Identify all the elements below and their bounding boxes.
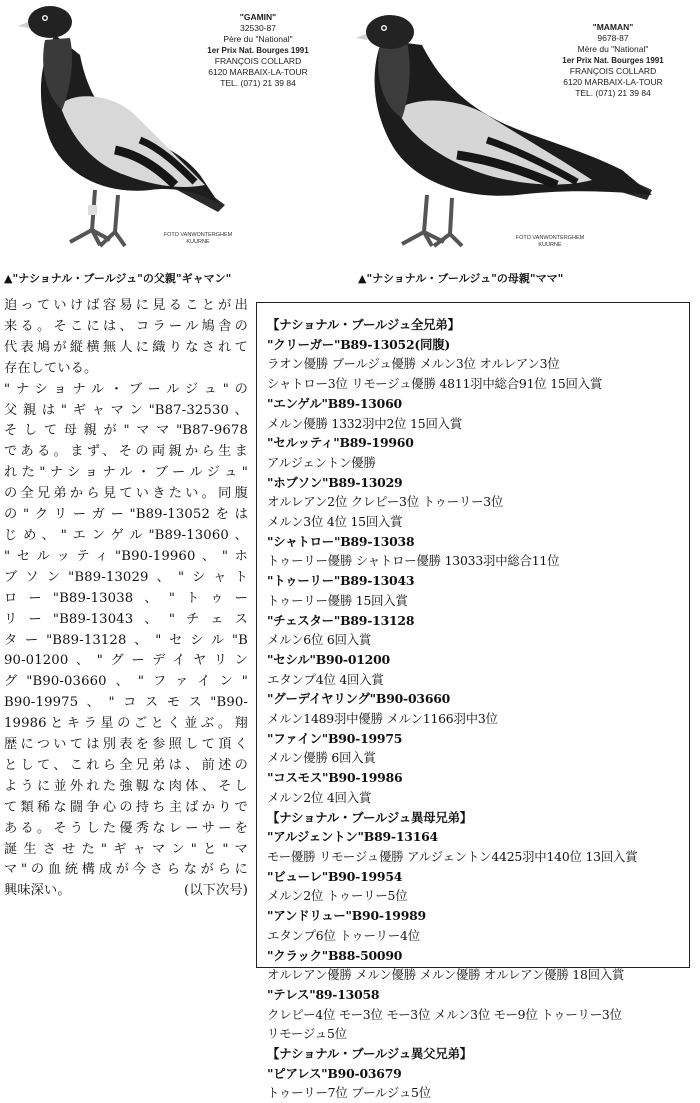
article-line: の全兄弟から見ていきたい。同腹 (4, 486, 248, 502)
article-line: そして母親が"ママ"B87-9678 (4, 423, 248, 439)
table-result-line: メルン優勝 6回入賞 (267, 750, 376, 766)
table-result-line: メルン優勝 1332羽中2位 15回入賞 (267, 415, 463, 431)
table-result-line: オルレアン2位 クレピー3位 トゥーリー3位 (267, 494, 504, 510)
table-result-line: アルジェントン優勝 (267, 454, 376, 470)
table-pigeon-name: "アルジェントン"B89-13164 (267, 829, 438, 845)
table-pigeon-name: "チェスター"B89-13128 (267, 612, 415, 628)
article-line: グ"B90-03660、"ファイン" (4, 674, 248, 690)
table-result-line: トゥーリー7位 ブールジュ5位 (267, 1085, 431, 1101)
results-table-box (256, 302, 690, 1101)
figure-caption-father: ▲"ナショナル・ブールジュ"の父親"ギャマン" (4, 272, 232, 285)
article-line: "ナショナル・ブールジュ"の (4, 381, 248, 397)
table-result-line: エタンプ6位 トゥーリー4位 (267, 927, 420, 943)
table-result-line: メルン2位 4回入賞 (267, 789, 372, 805)
article-line: 父親は"ギャマン"B87-32530、 (4, 402, 248, 418)
table-result-line: モー優勝 リモージュ優勝 アルジェントン4425羽中140位 13回入賞 (267, 848, 638, 864)
pigeon-name: "GAMIN" (239, 12, 277, 22)
ring-number: 9678-87 (597, 33, 629, 43)
prize-text: 1er Prix Nat. Bourges 1991 (207, 46, 309, 55)
table-result-line: メルン1489羽中優勝 メルン1166羽中3位 (267, 711, 498, 727)
table-pigeon-name: "グーデイヤリング"B90-03660 (267, 691, 451, 707)
article-line: ロー"B89-13038、"トゥー (4, 590, 248, 606)
photo-credit (510, 235, 590, 249)
photo-caption-maman (538, 22, 688, 99)
table-pigeon-name: "ホブソン"B89-13029 (267, 474, 403, 490)
owner-tel: TEL. (071) 21 39 84 (220, 78, 296, 88)
article-line: 19986とキラ星のごとく並ぶ。翔 (4, 716, 248, 732)
article-line: ように並外れた強靱な肉体、そし (4, 778, 248, 794)
article-line: 存在している。 (4, 360, 98, 376)
figure-caption-mother: ▲"ナショナル・ブールジュ"の母親"ママ" (358, 272, 564, 285)
table-result-line: オルレアン優勝 メルン優勝 メルン優勝 オルレアン優勝 18回入賞 (267, 967, 625, 983)
article-line: 90-01200、"グーデイヤリン (4, 653, 248, 669)
article-line: ブソン"B89-13029、"シャト (4, 569, 248, 585)
table-pigeon-name: "テレス"89-13058 (267, 986, 380, 1002)
table-section-header: 【ナショナル・ブールジュ異父兄弟】 (267, 1046, 472, 1062)
table-pigeon-name: "クリーガー"B89-13052(同腹) (267, 336, 451, 352)
table-result-line: トゥーリー優勝 シャトロー優勝 13033羽中総合11位 (267, 553, 560, 569)
article-line: の"クリーガー"B89-13052をは (4, 507, 248, 523)
photo-credit-line1: FOTO VANWONTERGHEM (163, 232, 233, 238)
owner-tel: TEL. (071) 21 39 84 (575, 88, 651, 98)
article-line: マ"の血統構成が今さらながらに (4, 862, 248, 878)
table-result-line: リモージュ5位 (267, 1026, 347, 1042)
results-table (267, 315, 687, 1103)
article-line: "セルッティ"B90-19960、"ホ (4, 548, 248, 564)
table-result-line: メルン6位 6回入賞 (267, 632, 372, 648)
article-line: 代表鳩が縦横無人に織りなされて (4, 339, 248, 355)
owner-address: 6120 MARBAIX-LA-TOUR (208, 67, 308, 77)
prize-text: 1er Prix Nat. Bourges 1991 (562, 56, 664, 65)
table-pigeon-name: "ビューレ"B90-19954 (267, 868, 403, 884)
photo-credit-line1: FOTO VANWONTERGHEM (515, 235, 585, 241)
article-line: て類稀な闘争心の持ち主ばかりで (4, 799, 248, 815)
article-line: 迫っていけば容易に見ることが出 (4, 298, 248, 313)
photo-maman (352, 0, 697, 262)
ring-number: 32530-87 (240, 23, 276, 33)
pedigree-role: Père du "National" (223, 34, 293, 44)
article-line: 興味深い。 (以下次号) (4, 881, 248, 902)
table-result-line: メルン2位 トゥーリー5位 (267, 888, 408, 904)
pedigree-role: Mère du "National" (577, 44, 649, 54)
owner-name: FRANÇOIS COLLARD (569, 66, 657, 76)
table-pigeon-name: "セルッティ"B89-19960 (267, 435, 414, 451)
article-line: 来る。そこには、コラール鳩舎の (4, 318, 248, 334)
photo-gamin (0, 0, 345, 262)
continued-note: (以下次号) (184, 883, 248, 899)
table-pigeon-name: "ファイン"B90-19975 (267, 730, 403, 746)
article-line: ター"B89-13128、"セシル"B (4, 632, 248, 648)
table-pigeon-name: "アンドリュー"B90-19989 (267, 908, 426, 924)
article-line: ある。そうした優秀なレーサーを (4, 820, 248, 836)
table-result-line: シャトロー3位 リモージュ優勝 4811羽中総合91位 15回入賞 (267, 376, 603, 392)
table-pigeon-name: "ピアレス"B90-03679 (267, 1065, 402, 1081)
owner-address: 6120 MARBAIX-LA-TOUR (563, 77, 663, 87)
owner-name: FRANÇOIS COLLARD (214, 56, 302, 66)
article-line: である。まず、その両親から生ま (4, 444, 248, 460)
table-section-header: 【ナショナル・ブールジュ全兄弟】 (267, 317, 460, 332)
pigeon-name: "MAMAN" (592, 22, 634, 32)
table-result-line: メルン3位 4位 15回入賞 (267, 514, 403, 530)
photo-credit-line2: KUURNE (186, 239, 210, 245)
article-line: B90-19975、"コスモス"B90- (4, 695, 248, 711)
article-line: 歴については別表を参照して頂く (4, 737, 248, 753)
photo-credit (158, 232, 238, 246)
article-line: リー"B89-13043、"チェス (4, 611, 248, 627)
table-pigeon-name: "コスモス"B90-19986 (267, 770, 403, 786)
table-section-header: 【ナショナル・ブールジュ異母兄弟】 (267, 809, 472, 825)
table-result-line: ラオン優勝 ブールジュ優勝 メルン3位 オルレアン3位 (267, 356, 560, 372)
table-pigeon-name: "クラック"B88-50090 (267, 947, 403, 963)
article-line: 誕生させた"ギャマン"と"マ (4, 841, 248, 857)
photo-caption-gamin (188, 12, 328, 89)
article-body (4, 296, 248, 902)
table-pigeon-name: "トゥーリー"B89-13043 (267, 573, 415, 589)
table-result-line: エタンプ4位 4回入賞 (267, 671, 384, 687)
photo-credit-line2: KUURNE (538, 242, 562, 248)
table-pigeon-name: "セシル"B90-01200 (267, 651, 390, 667)
article-line: じめ、"エンゲル"B89-13060、 (4, 527, 248, 543)
table-result-line: クレピー4位 モー3位 モー3位 メルン3位 モー9位 トゥーリー3位 (267, 1006, 622, 1022)
table-pigeon-name: "シャトロー"B89-13038 (267, 533, 415, 549)
table-result-line: トゥーリー優勝 15回入賞 (267, 592, 408, 608)
table-pigeon-name: "エンゲル"B89-13060 (267, 395, 402, 411)
article-line: として、これら全兄弟は、前述の (4, 757, 248, 773)
article-line: れた"ナショナル・ブールジュ" (4, 465, 248, 481)
